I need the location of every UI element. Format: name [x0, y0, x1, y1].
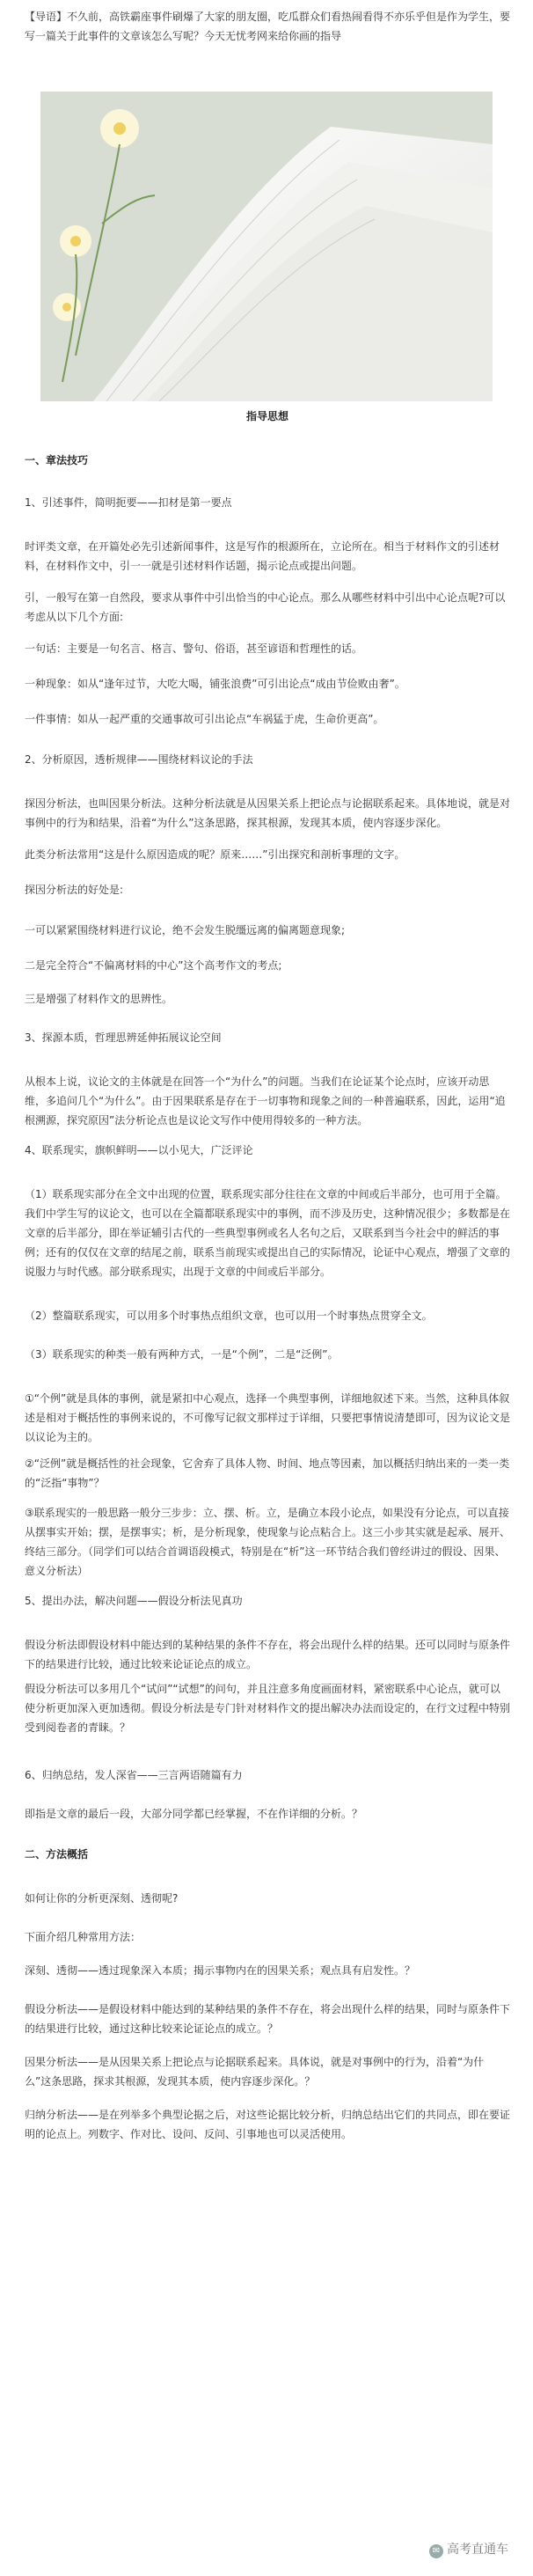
- paragraph: 此类分析法常用“这是什么原因造成的呢？原来……”引出探究和剖析事理的文字。: [25, 848, 405, 861]
- paragraph: 一、章法技巧: [25, 454, 89, 466]
- paragraph: 一件事情：如从一起严重的交通事故可引出论点“车祸猛于虎，生命价更高”。: [25, 713, 384, 725]
- paragraph: 假设分析法即假设材料中能达到的某种结果的条件不存在，将会出现什么样的结果。还可以同时与原条件下的结果进行比较，通过比较来论证论点的成立。: [25, 1639, 511, 1670]
- paragraph: 三是增强了材料作文的思辨性。: [25, 993, 173, 1005]
- paragraph: ③联系现实的一般思路一般分三步步：立、摆、析。立，是确立本段小论点，如果没有分论点，可以直接从摆事实开始；摆，是摆事实；析，是分析现象，使现象与论点粘合上。这三小步其实就是起承、展开、终结三部分。（同学们可以结合首调语段模式，特别是在“析”这一环节结合我们曾经讲过的假设、因果、意义分析法）: [25, 1507, 511, 1577]
- paragraph: 一句话：主要是一句名言、格言、警句、俗语，甚至谚语和哲理性的话。: [25, 642, 363, 655]
- paragraph: 6、归纳总结，发人深省——三言两语随篇有力: [25, 1769, 243, 1781]
- paragraph: 一种现象：如从“逢年过节，大吃大喝，铺张浪费”可引出论点“成由节俭败由奢”。: [25, 678, 405, 690]
- heading: 指导思想: [245, 410, 288, 422]
- watermark-text: 高考直通车: [447, 2543, 508, 2557]
- paragraph: 深刻、透彻——透过现象深入本质；揭示事物内在的因果关系；观点具有启发性。？: [25, 1964, 416, 1977]
- paragraph: 二、方法概括: [25, 1848, 89, 1860]
- paragraph: 因果分析法——是从因果关系上把论点与论据联系起来。具体说，就是对事例中的行为，沿着“为什么”这条思路，探求其根源，发现其本质，使内容逐步深化。？: [25, 2056, 485, 2088]
- paragraph: 一可以紧紧围绕材料进行议论，绝不会发生脱缰远离的偏离题意现象;: [25, 924, 346, 936]
- paragraph: ①“个例”就是具体的事例，就是紧扣中心观点，选择一个典型事例，详细地叙述下来。当然，这种具体叙述是相对于概括性的事例来说的，不可像写记叙文那样过于详细，只要把事情说清楚即可，因为议论文是以议论为主的。: [25, 1392, 511, 1443]
- paragraph: 探因分析法的好处是:: [25, 884, 124, 896]
- paragraph: 4、联系现实，旗帜鲜明——以小见大，广泛评论: [25, 1144, 253, 1156]
- paragraph: ②“泛例”就是概括性的社会现象，它舍弃了具体人物、时间、地点等因素，加以概括归纳出来的一类一类的“泛指“事物”？: [25, 1457, 510, 1489]
- paragraph: （2）整篇联系现实，可以用多个时事热点组织文章，也可以用一个时事热点贯穿全文。: [25, 1310, 433, 1322]
- paragraph: 从根本上说，议论文的主体就是在回答一个“为什么”的问题。当我们在论证某个论点时，应该开动思维，多追问几个“为什么”。由于因果联系是存在于一切事物和现象之间的一种普遍联系，因此，运用“追根溯源，探究原因”法分析论点也是议论文写作中使用得较多的一种方法。: [25, 1075, 506, 1127]
- paragraph: 5、提出办法，解决问题——假设分析法见真功: [25, 1595, 243, 1607]
- intro-text: 【导语】不久前，高铁霸座事件刷爆了大家的朋友圈，吃瓜群众们看热闹看得不亦乐乎但是作为学生，要写一篇关于此事件的文章该怎么写呢？今天无忧考网来给你画的指导: [25, 11, 511, 42]
- book-flower-photo: [40, 92, 493, 401]
- watermark: [429, 2540, 508, 2558]
- paragraph: 即指是文章的最后一段，大部分同学都已经掌握，不在作详细的分析。？: [25, 1808, 363, 1820]
- paragraph: 假设分析法可以多用几个“试问”“试想”的问句，并且注意多角度画面材料，紧密联系中心论点，就可以使分析更加深入更加透彻。假设分析法是专门针对材料作文的提出解决办法而设定的，在行文过程中特别受到阅卷者的青睐。？: [25, 1683, 511, 1734]
- paragraph: 下面介绍几种常用方法：: [25, 1931, 142, 1943]
- paragraph: 3、探源本质，哲理思辨延伸拓展议论空间: [25, 1031, 222, 1044]
- paragraph: 如何让你的分析更深刻、透彻呢?: [25, 1892, 179, 1904]
- paragraph: 假设分析法——是假设材料中能达到的某种结果的条件不存在，将会出现什么样的结果，同时与原条件下的结果进行比较，通过这种比较来论证论点的成立。？: [25, 2003, 511, 2035]
- paragraph: 探因分析法，也叫因果分析法。这种分析法就是从因果关系上把论点与论据联系起来。具体地说，就是对事例中的行为和结果，沿着“为什么”这条思路，探其根源，发现其本质，使内容逐步深化。: [25, 797, 511, 829]
- paragraph: 1、引述事件，简明扼要——扣材是第一要点: [25, 496, 232, 509]
- hero-image: [40, 92, 493, 401]
- paragraph: 引，一般写在第一自然段，要求从事件中引出恰当的中心论点。那么从哪些材料中引出中心论点呢?可以考虑从以下几个方面:: [25, 591, 506, 623]
- paragraph: 归纳分析法——是在列举多个典型论据之后，对这些论据比较分析，归纳总结出它们的共同点，即在要证明的论点上。列数字、作对比、设问、反问、引事地也可以灵活使用。: [25, 2109, 511, 2140]
- paragraph: （1）联系现实部分在全文中出现的位置，联系现实部分往往在文章的中间或后半部分，也可用于全篇。我们中学生写的议论文，也可以在全篇都联系现实中的事例，而不涉及历史，这种情况很少；多数都是在文章的后半部分，即在举证辅引古代的一些典型事例或名人名句之后，又联系到当今社会中的鲜活的事例；还有的仅仅在文章的结尾之前，联系当前现实或提出自己的实际情况，论证中心观点，增强了文章的说服力与时代感。部分联系现实，出现于文章的中间或后半部分。: [25, 1188, 511, 1278]
- paragraph: 时评类文章，在开篇处必先引述新闻事件，这是写作的根源所在，立论所在。相当于材料作文的引述材料，在材料作文中，引一一就是引述材料作话题，揭示论点或提出问题。: [25, 540, 500, 572]
- wechat-icon: ✉: [429, 2544, 443, 2558]
- paragraph: 2、分析原因，透析规律——围绕材料议论的手法: [25, 753, 253, 766]
- paragraph: 二是完全符合“不偏离材料的中心”这个高考作文的考点;: [25, 959, 282, 972]
- paragraph: （3）联系现实的种类一般有两种方式，一是“个例”，二是“泛例”。: [25, 1348, 339, 1361]
